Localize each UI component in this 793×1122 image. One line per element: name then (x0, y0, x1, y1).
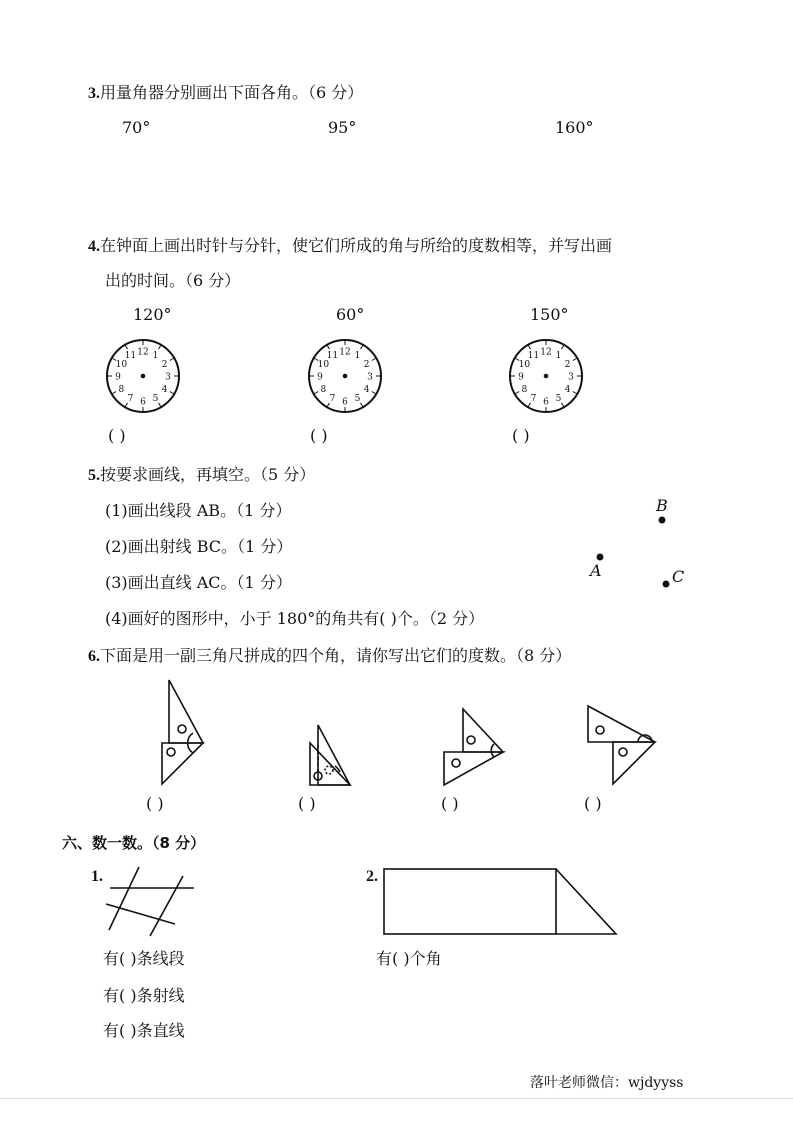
count-angles-figure (384, 869, 616, 934)
clock-number: 5 (555, 394, 562, 405)
clock-tick (573, 358, 577, 361)
clock-number: 1 (354, 350, 361, 361)
point-label-a: A (590, 561, 602, 580)
set-square-figure-2 (310, 725, 350, 785)
clock-number: 8 (118, 385, 125, 395)
fill-rays: 有( )条射线 (103, 986, 185, 1005)
clock-number: 10 (518, 360, 531, 370)
clock-tick (573, 392, 577, 395)
fill-lines: 有( )条直线 (103, 1021, 185, 1040)
clock-number: 4 (564, 385, 571, 395)
q4-title-cont: 出的时间。（6 分） (105, 271, 241, 290)
clock-number: 12 (339, 347, 351, 358)
q5-title: 5.按要求画线，再填空。（5 分） (88, 465, 316, 484)
fill-segments: 有( )条线段 (103, 949, 185, 968)
part-1-label: 1. (91, 868, 103, 885)
clock-number: 4 (161, 385, 168, 395)
answer-blank[interactable]: ( ) (310, 426, 328, 445)
clock-number: 8 (320, 385, 327, 395)
fill-angles: 有( )个角 (376, 949, 442, 968)
angle-label: 150° (530, 305, 569, 324)
clock-number: 9 (518, 372, 524, 383)
clock-number: 6 (342, 397, 348, 408)
clock-number: 11 (527, 350, 540, 361)
clock-number: 7 (127, 394, 134, 405)
point-a (597, 554, 604, 561)
point-c (663, 581, 670, 588)
clock-number: 5 (152, 394, 159, 405)
answer-blank[interactable]: ( ) (298, 794, 316, 813)
q6-title: 6.下面是用一副三角尺拼成的四个角，请你写出它们的度数。（8 分） (88, 646, 572, 665)
clock-tick (562, 345, 565, 349)
clock-number: 11 (124, 350, 137, 361)
clock-number: 5 (354, 394, 361, 405)
clock-number: 2 (564, 360, 571, 370)
clock-tick (170, 358, 174, 361)
clock-tick (170, 392, 174, 395)
point-b (659, 517, 666, 524)
clock-number: 3 (568, 372, 574, 383)
clock-number: 12 (540, 347, 552, 358)
clock-number: 1 (152, 350, 159, 361)
angle-label: 95° (328, 118, 357, 137)
clock-tick (159, 345, 162, 349)
clock-number: 9 (317, 372, 323, 383)
clock-number: 3 (367, 372, 373, 383)
clock-faces (107, 340, 582, 412)
clock-number: 8 (521, 385, 528, 395)
section-6-title: 六、数一数。（8 分） (62, 834, 206, 852)
clock-number: 3 (165, 372, 171, 383)
q4-title: 4.在钟面上画出时针与分针，使它们所成的角与所给的度数相等，并写出画 (88, 236, 613, 255)
clock-tick (528, 345, 531, 349)
clock-number: 11 (326, 350, 339, 361)
answer-blank[interactable]: ( ) (108, 426, 126, 445)
clock-tick (314, 392, 318, 395)
clock-face[interactable] (309, 340, 381, 412)
point-label-c: C (672, 567, 685, 586)
angle-label: 120° (133, 305, 172, 324)
clock-number: 6 (140, 397, 146, 408)
point-label-b: B (656, 496, 668, 515)
set-square-figure-1 (162, 680, 203, 784)
clock-number: 12 (137, 347, 149, 358)
clock-tick (112, 392, 116, 395)
answer-blank[interactable]: ( ) (146, 794, 164, 813)
clock-number: 7 (530, 394, 537, 405)
clock-number: 2 (363, 360, 370, 370)
set-square-figure-4 (588, 706, 655, 784)
clock-number: 4 (363, 385, 370, 395)
answer-blank[interactable]: ( ) (441, 794, 459, 813)
q5-item: (4)画好的图形中，小于 180°的角共有( )个。（2 分） (105, 609, 485, 628)
count-lines-figure (106, 867, 194, 936)
clock-number: 9 (115, 372, 121, 383)
clock-number: 7 (329, 394, 336, 405)
clock-face[interactable] (107, 340, 179, 412)
clock-number: 10 (317, 360, 330, 370)
clock-number: 1 (555, 350, 562, 361)
set-square-figure-3 (444, 709, 503, 785)
clock-center (142, 375, 145, 378)
clock-tick (372, 392, 376, 395)
clock-tick (515, 392, 519, 395)
clock-face[interactable] (510, 340, 582, 412)
part-2-label: 2. (366, 868, 378, 885)
clock-tick (562, 403, 565, 407)
angle-label: 60° (336, 305, 365, 324)
clock-number: 2 (161, 360, 168, 370)
clock-tick (372, 358, 376, 361)
points-abc (597, 517, 670, 588)
footer-text: 落叶老师微信：wjdyyss (530, 1075, 684, 1091)
angle-label: 160° (555, 118, 594, 137)
clock-tick (361, 345, 364, 349)
clock-center (545, 375, 548, 378)
answer-blank[interactable]: ( ) (512, 426, 530, 445)
clock-number: 10 (115, 360, 128, 370)
answer-blank[interactable]: ( ) (584, 794, 602, 813)
clock-number: 6 (543, 397, 549, 408)
clock-tick (361, 403, 364, 407)
q5-item: (2)画出射线 BC。（1 分） (105, 537, 293, 556)
q5-item: (3)画出直线 AC。（1 分） (105, 573, 292, 592)
q3-title: 3.用量角器分别画出下面各角。（6 分） (88, 83, 364, 102)
q5-item: (1)画出线段 AB。（1 分） (105, 501, 292, 520)
clock-tick (125, 345, 128, 349)
clock-center (344, 375, 347, 378)
clock-tick (327, 345, 330, 349)
clock-tick (159, 403, 162, 407)
angle-label: 70° (122, 118, 151, 137)
